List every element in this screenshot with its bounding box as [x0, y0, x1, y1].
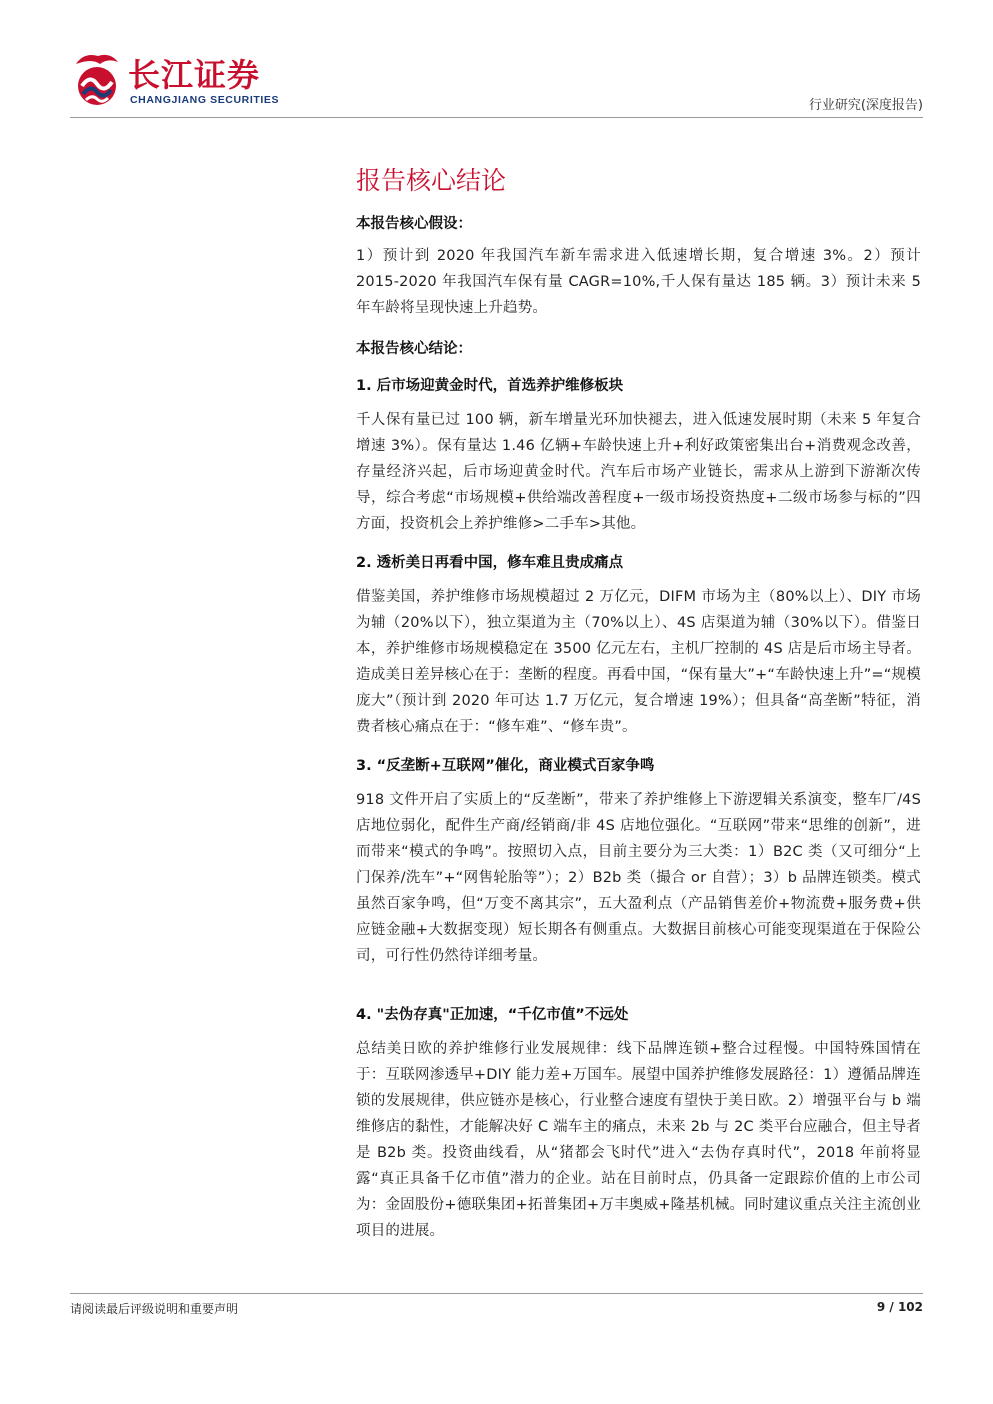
- section-text: 918 文件开启了实质上的“反垄断”，带来了养护维修上下游逻辑关系演变，整车厂/4S 店地位弱化，配件生产商/经销商/非 4S 店地位强化。“互联网”带来“思维的创新”，进而带来“模式的争鸣”。按照切入点，目前主要分为三大类：1）B2C 类（又可细分“上门保养/洗车”+“网售轮胎等”）；2）B2b 类（撮合 or 自营）；3）b 品牌连锁类。模式虽然百家争鸣，但“万变不离其宗”，五大盈利点（产品销售差价+物流费+服务费+供应链金融+大数据变现）短长期各有侧重点。大数据目前核心可能变现渠道在于保险公司，可行性仍然待详细考量。: [356, 792, 921, 964]
- section-text: 总结美日欧的养护维修行业发展规律：线下品牌连锁+整合过程慢。中国特殊国情在于：互联网渗透早+DIY 能力差+万国车。展望中国养护维修发展路径：1）遵循品牌连锁的发展规律，供应链亦是核心，行业整合速度有望快于美日欧。2）增强平台与 b 端维修店的黏性，才能解决好 C 端车主的痛点，未来 2b 与 2C 类平台应融合，但主导者是 B2b 类。投资曲线看，从“猪都会飞时代”进入“去伪存真时代”，2018 年前将显露“真正具备千亿市值”潜力的企业。站在目前时点，仍具备一定跟踪价值的上市公司为：金固股份+德联集团+拓普集团+万丰奥威+隆基机械。同时建议重点关注主流创业项目的进展。: [356, 1041, 921, 1239]
- header-divider: [70, 117, 923, 118]
- assumptions-text: 1）预计到 2020 年我国汽车新车需求进入低速增长期，复合增速 3%。2）预计 2015-2020 年我国汽车保有量 CAGR=10%,千人保有量达 185 辆。3）预计未来 5 年车龄将呈现快速上升趋势。: [356, 248, 921, 316]
- logo-english-text: CHANGJIANG SECURITIES: [130, 94, 280, 106]
- section-heading: 3. “反垄断+互联网”催化，商业模式百家争鸣: [356, 758, 655, 774]
- page-title: 报告核心结论: [356, 166, 507, 195]
- section-heading: 1. 后市场迎黄金时代，首选养护维修板块: [356, 378, 624, 394]
- company-logo: [70, 48, 310, 112]
- section-heading: 4. "去伪存真"正加速，“千亿市值”不远处: [356, 1007, 629, 1023]
- section-text: 千人保有量已过 100 辆，新车增量光环加快褪去，进入低速发展时期（未来 5 年复合增速 3%）。保有量达 1.46 亿辆+车龄快速上升+利好政策密集出台+消费观念改善，存量经济兴起，后市场迎黄金时代。汽车后市场产业链长，需求从上游到下游渐次传导，综合考虑“市场规模+供给端改善程度+一级市场投资热度+二级市场参与标的”四方面，投资机会上养护维修>二手车>其他。: [356, 412, 921, 532]
- page-header: [70, 48, 923, 118]
- footer-divider: [70, 1293, 923, 1294]
- page-number: 9 / 102: [876, 1300, 923, 1314]
- conclusions-heading: 本报告核心结论：: [356, 341, 472, 357]
- report-type: 行业研究(深度报告): [808, 98, 923, 113]
- section-text: 借鉴美国，养护维修市场规模超过 2 万亿元，DIFM 市场为主（80%以上）、DIY 市场为辅（20%以下），独立渠道为主（70%以上）、4S 店渠道为辅（30%以下）。借鉴日本，养护维修市场规模稳定在 3500 亿元左右，主机厂控制的 4S 店是后市场主导者。造成美日差异核心在于：垄断的程度。再看中国，“保有量大”+“车龄快速上升”=“规模庞大”（预计到 2020 年可达 1.7 万亿元，复合增速 19%）；但具备“高垄断”特征，消费者核心痛点在于：“修车难”、“修车贵”。: [356, 589, 921, 735]
- main-content: [356, 164, 921, 1244]
- assumptions-heading: 本报告核心假设：: [356, 216, 472, 232]
- section-heading: 2. 透析美日再看中国，修车难且贵成痛点: [356, 555, 624, 571]
- logo-chinese-text: 长江证券: [128, 56, 261, 94]
- logo-emblem-icon: [70, 50, 124, 110]
- footer-disclaimer: 请阅读最后评级说明和重要声明: [70, 1302, 239, 1316]
